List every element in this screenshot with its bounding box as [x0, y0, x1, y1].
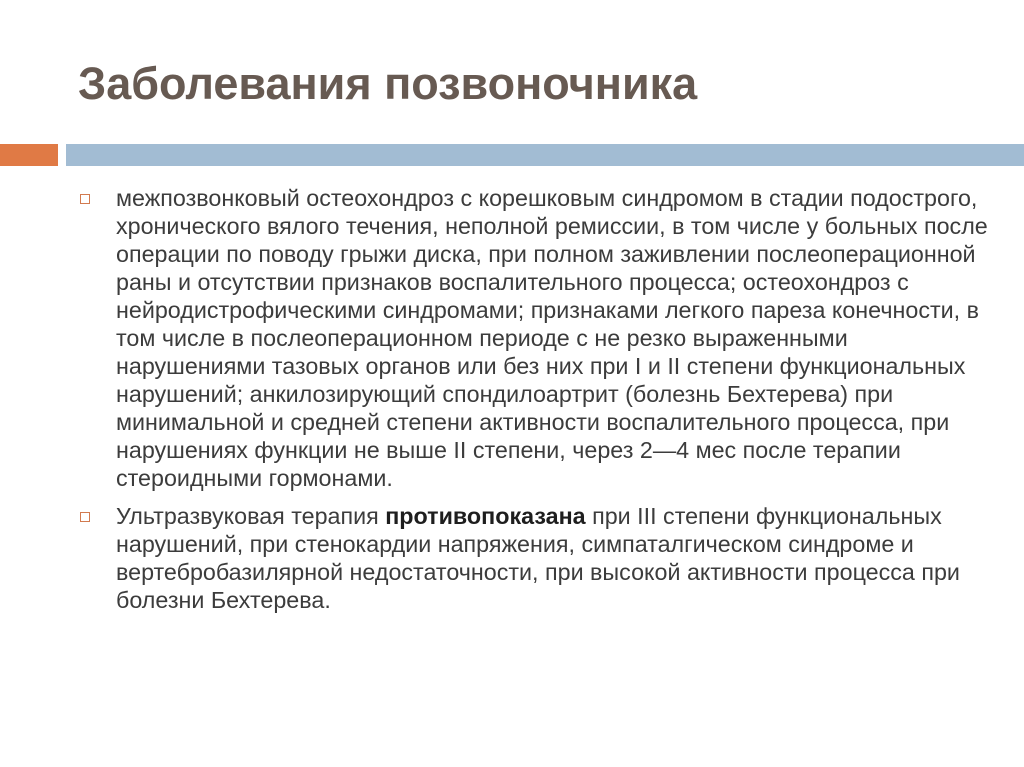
bullet-text: межпозвонковый остеохондроз с корешковым синдромом в стадии подострого, хронического вялого течения, неполной ремиссии, в том числе у больных после операции по поводу грыжи диска, при полном заживлении послеоперационной раны и отсутствии признаков воспалительного процесса; остеохондроз с нейродистрофическими синдромами; признаками легкого пареза конечности, в том числе в послеоперационном периоде с не резко выраженными нарушениями тазовых органов или без них при I и II степени функциональных нарушений; анкилозирующий спондилоартрит (болезнь Бехтерева) при минимальной и средней степени активности воспалительного процесса, при нарушениях функции не выше II степени, через 2—4 мес после терапии стероидными гормонами. [116, 185, 988, 491]
accent-bar-blue [66, 144, 1024, 166]
square-bullet-icon [80, 194, 90, 204]
accent-bar-orange [0, 144, 58, 166]
slide-title: Заболевания позвоночника [78, 58, 698, 109]
bullet-text-emphasis: противопоказана [385, 503, 586, 529]
slide-content [78, 184, 993, 624]
bullet-text-rest: при III степени функциональных нарушений, при стенокардии напряжения, симпаталгическом синдроме и вертебробазилярной недостаточности, при высокой активности процесса при болезни Бехтерева. [116, 503, 960, 613]
bullet-text-lead: Ультразвуковая терапия [116, 503, 386, 529]
bullet-text [116, 502, 993, 614]
square-bullet-icon [80, 512, 90, 522]
bullet-item-indications [78, 184, 993, 492]
bullet-item-contraindications [78, 502, 993, 614]
